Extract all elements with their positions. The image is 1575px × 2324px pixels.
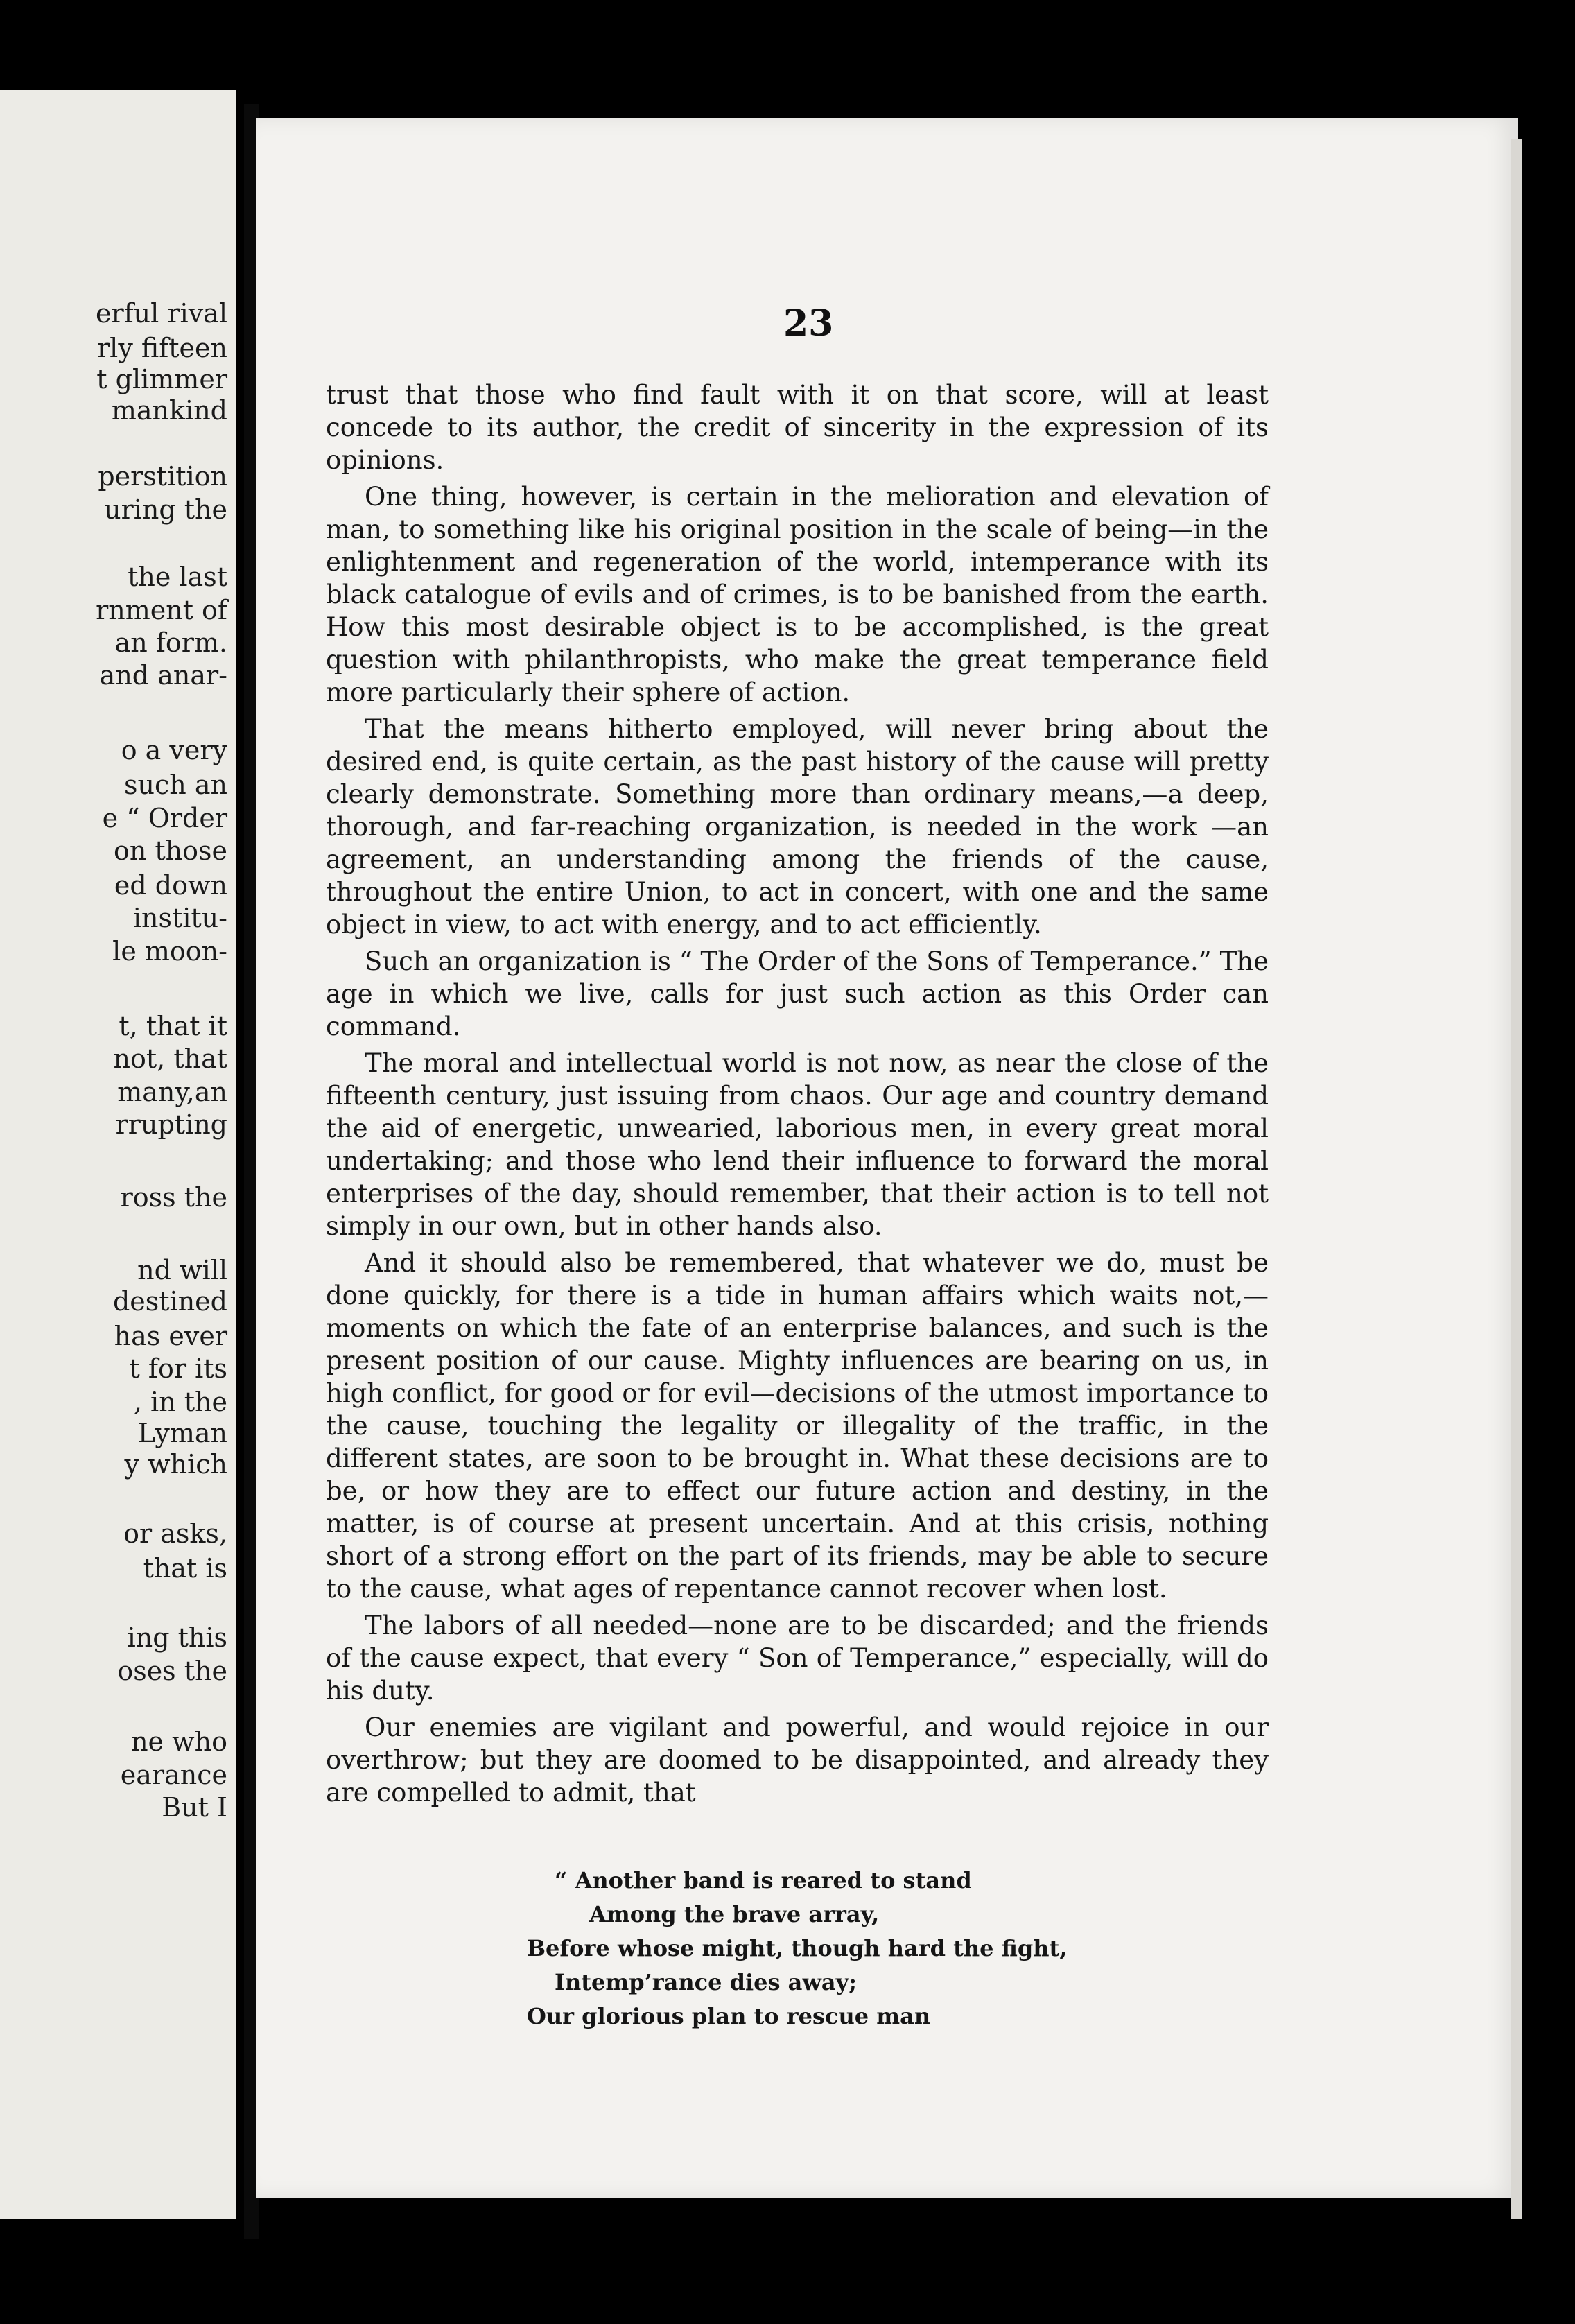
left-page-fragment [0, 90, 236, 2219]
left-page-line: rnment of [96, 595, 227, 625]
left-page-line: the last [128, 562, 227, 592]
left-page-line: institu- [132, 903, 227, 933]
paragraph: Our enemies are vigilant and powerful, and would rejoice in our overthrow; but they are doomed to be disappointed, and already they are compelled to admit, that [326, 1712, 1269, 1807]
left-page-line: rly fifteen [97, 333, 227, 363]
left-page-line: destined [112, 1286, 227, 1317]
left-page-line: and anar- [99, 660, 227, 691]
left-page-line: uring the [104, 494, 227, 525]
paragraph: Such an organization is “ The Order of the Sons of Temperance.” The age in which we live, calls for just such action as this Order can command. [326, 946, 1269, 1041]
left-page-line: rrupting [115, 1109, 227, 1140]
left-page-line: e “ Order [102, 803, 227, 833]
poem-line: Before whose might, though hard the fight, [527, 1935, 1068, 1961]
left-page-line: t glimmer [96, 364, 227, 394]
left-page-line: , in the [133, 1387, 227, 1417]
left-page-line: many,an [117, 1077, 227, 1107]
left-page-line: or asks, [123, 1518, 227, 1549]
paragraph: trust that those who find fault with it on that score, will at least concede to its author, the credit of sincerity in the expression of its opinions. [326, 380, 1269, 475]
paragraph: And it should also be remembered, that whatever we do, must be done quickly, for there is a tide in human affairs which waits not,—moments on which the fate of an enterprise balances, and such is the present position of our cause. Mighty influences are bearing on us, in high conflict, for good or for evil—decisions of the utmost importance to the cause, touching the legality or illegality of the traffic, in the different states, are soon to be brought in. What these decisions are to be, or how they are to effect our future action and destiny, in the matter, is of course at present uncertain. And at this crisis, nothing short of a strong effort on the part of its friends, may be able to secure to the cause, what ages of repentance cannot recover when lost. [326, 1248, 1269, 1604]
left-page-line: earance [120, 1760, 227, 1790]
left-page-line: that is [143, 1553, 227, 1584]
left-page-line: Lyman [137, 1418, 227, 1448]
left-page-line: le moon- [112, 936, 227, 966]
poem-line: “ Another band is reared to stand [555, 1867, 972, 1893]
left-page-line: on those [113, 835, 227, 866]
left-page-line: oses the [117, 1656, 227, 1686]
left-page-line: t, that it [119, 1011, 227, 1041]
left-page-line: ross the [120, 1182, 227, 1213]
poem-line: Among the brave array, [589, 1901, 880, 1927]
left-page-line: erful rival [95, 298, 227, 329]
left-page-line: has ever [114, 1321, 227, 1351]
left-page-line: perstition [98, 461, 227, 492]
left-page-line: ne who [131, 1726, 227, 1757]
left-page-line: ing this [127, 1622, 227, 1653]
left-page-line: mankind [111, 395, 227, 426]
left-page-line: But I [162, 1792, 227, 1823]
paragraph: The moral and intellectual world is not now, as near the close of the fifteenth century, just issuing from chaos. Our age and country demand the aid of energetic, unwearied, laborious men, in every great moral undertaking; and those who lend their influence to forward the moral enterprises of the day, should remember, that their action is to tell not simply in our own, but in other hands also. [326, 1048, 1269, 1241]
poem-line: Intemp’rance dies away; [555, 1969, 858, 1995]
page-edge-shadow [1511, 139, 1522, 2219]
left-page-line: t for its [129, 1353, 227, 1384]
paragraph: One thing, however, is certain in the melioration and elevation of man, to something like his original position in the scale of being—in the enlightenment and regeneration of the world, intemperance with its black catalogue of evils and of crimes, is to be banished from the earth. How this most desirable object is to be accomplished, is the great question with philanthropists, who make the great temperance field more particularly their sphere of action. [326, 482, 1269, 707]
left-page-line: not, that [113, 1043, 227, 1074]
paragraph: The labors of all needed—none are to be discarded; and the friends of the cause expect, that every “ Son of Temperance,” especially, will do his duty. [326, 1611, 1269, 1706]
body-text [326, 379, 1269, 1813]
left-page-line: o a very [121, 735, 227, 765]
poem-line: Our glorious plan to rescue man [527, 2003, 931, 2029]
left-page-line: y which [124, 1449, 227, 1480]
page-number: 23 [783, 302, 834, 345]
left-page-line: such an [124, 770, 227, 800]
left-page-line: nd will [137, 1255, 227, 1285]
left-page-line: an form. [114, 627, 227, 658]
paragraph: That the means hitherto employed, will never bring about the desired end, is quite certain, as the past history of the cause will pretty clearly demonstrate. Something more than ordinary means,—a deep, thorough, and far-reaching organization, is needed in the work —an agreement, an understanding among the friends of the cause, throughout the entire Union, to act in concert, with one and the same object in view, to act with energy, and to act efficiently. [326, 714, 1269, 939]
poem-stanza [527, 1864, 1067, 2034]
left-page-line: ed down [114, 870, 227, 901]
